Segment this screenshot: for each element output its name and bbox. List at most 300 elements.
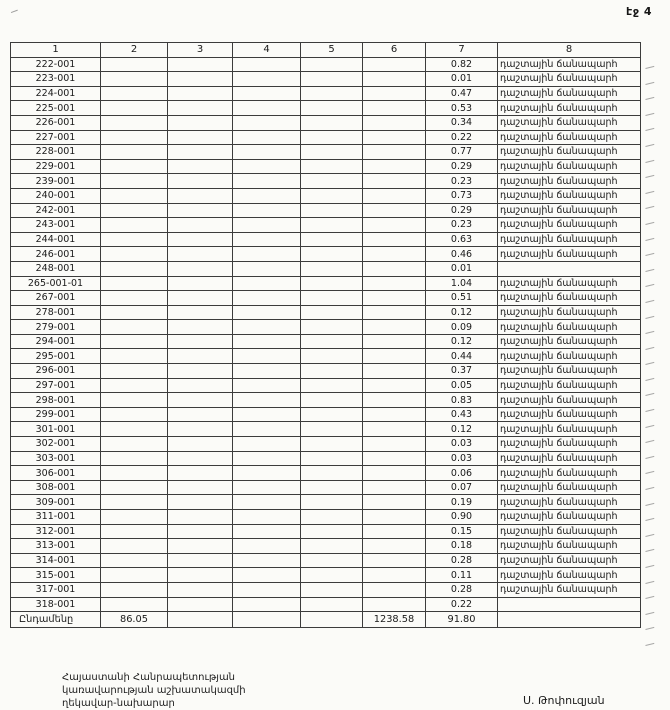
table-cell: 0.28 xyxy=(426,582,498,597)
table-cell xyxy=(101,145,168,160)
table-cell xyxy=(101,188,168,203)
table-cell xyxy=(301,378,363,393)
table-cell xyxy=(101,320,168,335)
table-cell: դաշտային ճանապարհ xyxy=(498,451,641,466)
table-cell xyxy=(101,393,168,408)
table-cell: դաշտային ճանապարհ xyxy=(498,145,641,160)
table-cell xyxy=(301,495,363,510)
table-cell: 0.12 xyxy=(426,422,498,437)
scan-artifact xyxy=(9,5,18,13)
table-cell xyxy=(301,480,363,495)
table-cell xyxy=(168,524,233,539)
column-header: 1 xyxy=(11,43,101,58)
table-cell xyxy=(168,188,233,203)
table-cell xyxy=(301,320,363,335)
table-cell: 267-001 xyxy=(11,291,101,306)
table-cell: 0.03 xyxy=(426,437,498,452)
table-cell xyxy=(301,524,363,539)
table-cell: 243-001 xyxy=(11,218,101,233)
table-cell xyxy=(101,539,168,554)
table-cell xyxy=(233,174,301,189)
scan-artifact xyxy=(644,588,656,604)
scan-artifact xyxy=(644,526,656,542)
table-cell xyxy=(101,364,168,379)
table-row xyxy=(11,334,641,349)
table-cell xyxy=(301,539,363,554)
table-cell: դաշտային ճանապարհ xyxy=(498,130,641,145)
table-cell: 309-001 xyxy=(11,495,101,510)
table-cell xyxy=(301,188,363,203)
table-cell xyxy=(168,334,233,349)
table-cell: 0.22 xyxy=(426,130,498,145)
table-cell: 227-001 xyxy=(11,130,101,145)
organization-line: Հայաստանի Հանրապետության xyxy=(62,672,236,683)
scan-artifact xyxy=(644,261,656,277)
table-cell xyxy=(233,393,301,408)
table-cell xyxy=(101,159,168,174)
table-cell xyxy=(101,334,168,349)
table-cell: դաշտային ճանապարհ xyxy=(498,480,641,495)
table-cell xyxy=(233,159,301,174)
table-row xyxy=(11,261,641,276)
table-cell xyxy=(101,174,168,189)
table-cell xyxy=(363,203,426,218)
table-cell: Ընդամենը xyxy=(11,612,101,628)
scan-artifact xyxy=(644,152,656,168)
scan-artifact xyxy=(644,619,656,635)
table-cell: 0.29 xyxy=(426,159,498,174)
table-row xyxy=(11,582,641,597)
table-cell xyxy=(363,130,426,145)
table-row xyxy=(11,422,641,437)
table-cell xyxy=(301,101,363,116)
table-row xyxy=(11,495,641,510)
table-cell xyxy=(301,364,363,379)
table-cell xyxy=(168,597,233,612)
table-cell xyxy=(168,364,233,379)
table-cell xyxy=(363,57,426,72)
table-cell xyxy=(301,582,363,597)
table-cell xyxy=(301,115,363,130)
table-cell xyxy=(233,247,301,262)
table-row xyxy=(11,203,641,218)
table-cell: 0.83 xyxy=(426,393,498,408)
scan-artifact xyxy=(644,432,656,448)
table-cell: դաշտային ճանապարհ xyxy=(498,437,641,452)
table-cell xyxy=(233,568,301,583)
table-cell xyxy=(101,451,168,466)
table-cell: դաշտային ճանապարհ xyxy=(498,320,641,335)
table-cell xyxy=(101,597,168,612)
table-row xyxy=(11,57,641,72)
table-cell xyxy=(363,101,426,116)
table-cell xyxy=(168,130,233,145)
scan-artifact xyxy=(644,448,656,464)
table-cell: դաշտային ճանապարհ xyxy=(498,524,641,539)
scan-artifact xyxy=(644,323,656,339)
table-cell: 294-001 xyxy=(11,334,101,349)
table-cell xyxy=(168,247,233,262)
table-cell: 1238.58 xyxy=(363,612,426,628)
table-cell xyxy=(233,349,301,364)
table-cell xyxy=(168,568,233,583)
table-row xyxy=(11,130,641,145)
table-cell xyxy=(301,159,363,174)
table-cell xyxy=(168,86,233,101)
table-cell xyxy=(301,145,363,160)
table-cell xyxy=(168,145,233,160)
scan-artifact xyxy=(644,557,656,573)
table-cell xyxy=(233,553,301,568)
table-cell xyxy=(363,495,426,510)
table-cell xyxy=(168,437,233,452)
table-cell xyxy=(233,612,301,628)
table-cell xyxy=(363,364,426,379)
scan-artifact xyxy=(644,292,656,308)
table-row xyxy=(11,188,641,203)
table-cell: 278-001 xyxy=(11,305,101,320)
table-cell: դաշտային ճանապարհ xyxy=(498,582,641,597)
table-cell xyxy=(233,305,301,320)
table-cell: 0.44 xyxy=(426,349,498,364)
table-row xyxy=(11,510,641,525)
table-cell xyxy=(233,145,301,160)
table-row xyxy=(11,218,641,233)
table-cell xyxy=(363,524,426,539)
table-row xyxy=(11,597,641,612)
table-cell xyxy=(168,320,233,335)
table-cell: 301-001 xyxy=(11,422,101,437)
column-header: 6 xyxy=(363,43,426,58)
table-cell xyxy=(101,276,168,291)
scan-artifact xyxy=(644,463,656,479)
table-cell xyxy=(498,597,641,612)
table-cell xyxy=(363,188,426,203)
table-cell xyxy=(233,597,301,612)
table-cell: դաշտային ճանապարհ xyxy=(498,101,641,116)
table-row xyxy=(11,276,641,291)
table-cell xyxy=(168,305,233,320)
table-cell: դաշտային ճանապարհ xyxy=(498,495,641,510)
scan-artifact xyxy=(644,495,656,511)
organization-block xyxy=(62,671,246,710)
scan-artifact xyxy=(644,541,656,557)
table-cell: 240-001 xyxy=(11,188,101,203)
table-cell: 311-001 xyxy=(11,510,101,525)
table-row xyxy=(11,364,641,379)
table-cell xyxy=(301,451,363,466)
column-header: 3 xyxy=(168,43,233,58)
table-cell: դաշտային ճանապարհ xyxy=(498,364,641,379)
table-cell xyxy=(301,232,363,247)
table-cell xyxy=(363,261,426,276)
table-cell xyxy=(363,86,426,101)
table-cell: 302-001 xyxy=(11,437,101,452)
table-cell xyxy=(101,480,168,495)
scan-artifact xyxy=(644,105,656,121)
table-cell: 317-001 xyxy=(11,582,101,597)
table-row xyxy=(11,466,641,481)
table-cell: 0.29 xyxy=(426,203,498,218)
table-cell: 0.15 xyxy=(426,524,498,539)
table-row xyxy=(11,115,641,130)
table-cell: 306-001 xyxy=(11,466,101,481)
table-cell: 0.09 xyxy=(426,320,498,335)
scan-artifact xyxy=(644,276,656,292)
scan-artifact xyxy=(644,136,656,152)
table-cell xyxy=(101,218,168,233)
table-cell xyxy=(363,553,426,568)
scan-artifact xyxy=(644,183,656,199)
table-cell: 0.22 xyxy=(426,597,498,612)
table-cell: 314-001 xyxy=(11,553,101,568)
scan-artifact xyxy=(644,635,656,651)
table-cell: 0.63 xyxy=(426,232,498,247)
table-cell: 248-001 xyxy=(11,261,101,276)
table-cell xyxy=(168,582,233,597)
column-header: 5 xyxy=(301,43,363,58)
table-cell xyxy=(363,174,426,189)
table-cell: 295-001 xyxy=(11,349,101,364)
table-cell xyxy=(301,86,363,101)
table-cell xyxy=(498,261,641,276)
table-cell: դաշտային ճանապարհ xyxy=(498,276,641,291)
table-row xyxy=(11,539,641,554)
table-cell: 91.80 xyxy=(426,612,498,628)
table-cell: դաշտային ճանապարհ xyxy=(498,57,641,72)
table-cell xyxy=(301,597,363,612)
table-cell: 0.47 xyxy=(426,86,498,101)
table-cell xyxy=(233,378,301,393)
table-cell: 0.28 xyxy=(426,553,498,568)
table-cell xyxy=(363,393,426,408)
scan-artifact xyxy=(644,573,656,589)
table-cell xyxy=(301,130,363,145)
table-cell: դաշտային ճանապարհ xyxy=(498,378,641,393)
table-row xyxy=(11,480,641,495)
table-cell xyxy=(168,72,233,87)
table-cell: 0.11 xyxy=(426,568,498,583)
table-cell xyxy=(168,495,233,510)
table-cell xyxy=(363,349,426,364)
table-cell xyxy=(101,466,168,481)
table-cell xyxy=(168,553,233,568)
table-cell: 0.90 xyxy=(426,510,498,525)
table-cell: 0.01 xyxy=(426,261,498,276)
table-cell: 222-001 xyxy=(11,57,101,72)
table-cell xyxy=(168,57,233,72)
table-body xyxy=(11,57,641,628)
scan-artifact xyxy=(644,339,656,355)
table-cell xyxy=(168,407,233,422)
column-header: 4 xyxy=(233,43,301,58)
table-cell: 0.01 xyxy=(426,72,498,87)
table-cell: դաշտային ճանապարհ xyxy=(498,305,641,320)
table-row xyxy=(11,407,641,422)
table-cell xyxy=(363,320,426,335)
table-cell: 265-001-01 xyxy=(11,276,101,291)
table-cell xyxy=(233,276,301,291)
table-cell xyxy=(233,130,301,145)
table-cell xyxy=(363,539,426,554)
table-cell xyxy=(301,466,363,481)
table-cell: 298-001 xyxy=(11,393,101,408)
scan-artifact xyxy=(644,385,656,401)
table-cell xyxy=(363,276,426,291)
table-cell xyxy=(301,407,363,422)
table-cell: 0.53 xyxy=(426,101,498,116)
table-cell xyxy=(233,480,301,495)
table-cell: 239-001 xyxy=(11,174,101,189)
table-cell xyxy=(101,203,168,218)
scan-artifact xyxy=(644,401,656,417)
table-cell xyxy=(363,597,426,612)
table-cell xyxy=(168,612,233,628)
signature-name: Ս. Թոփուզյան xyxy=(523,694,605,707)
table-cell: 0.23 xyxy=(426,218,498,233)
table-cell xyxy=(101,510,168,525)
scan-artifact xyxy=(644,120,656,136)
table-cell xyxy=(101,553,168,568)
table-cell xyxy=(233,232,301,247)
table-cell: 86.05 xyxy=(101,612,168,628)
scan-artifact xyxy=(644,604,656,620)
scan-artifact xyxy=(644,214,656,230)
table-cell xyxy=(363,582,426,597)
table-cell xyxy=(233,261,301,276)
table-cell: 0.73 xyxy=(426,188,498,203)
scan-artifact xyxy=(644,74,656,90)
scan-artifact xyxy=(644,167,656,183)
table-row xyxy=(11,437,641,452)
table-cell xyxy=(168,159,233,174)
table-cell: 279-001 xyxy=(11,320,101,335)
table-cell: դաշտային ճանապարհ xyxy=(498,72,641,87)
table-cell xyxy=(101,495,168,510)
table-cell xyxy=(233,203,301,218)
scan-artifact xyxy=(644,510,656,526)
table-cell xyxy=(101,568,168,583)
table-cell: 296-001 xyxy=(11,364,101,379)
table-cell xyxy=(233,466,301,481)
table-cell: 312-001 xyxy=(11,524,101,539)
table-cell: դաշտային ճանապարհ xyxy=(498,539,641,554)
table-cell xyxy=(301,72,363,87)
table-cell xyxy=(363,510,426,525)
table-cell: 0.77 xyxy=(426,145,498,160)
table-cell: դաշտային ճանապարհ xyxy=(498,232,641,247)
table-cell xyxy=(301,247,363,262)
table-cell: 297-001 xyxy=(11,378,101,393)
table-cell xyxy=(168,480,233,495)
table-cell: դաշտային ճանապարհ xyxy=(498,349,641,364)
table-cell xyxy=(101,582,168,597)
table-cell xyxy=(363,422,426,437)
table-cell xyxy=(101,232,168,247)
table-cell xyxy=(301,568,363,583)
table-cell xyxy=(233,115,301,130)
scan-artifact xyxy=(644,198,656,214)
table-cell xyxy=(363,159,426,174)
table-cell xyxy=(233,407,301,422)
scan-artifact xyxy=(644,354,656,370)
table-cell xyxy=(498,612,641,628)
table-cell: 0.18 xyxy=(426,539,498,554)
table-cell xyxy=(301,422,363,437)
table-cell: դաշտային ճանապարհ xyxy=(498,247,641,262)
table-cell xyxy=(301,393,363,408)
table-cell: 0.12 xyxy=(426,334,498,349)
table-cell xyxy=(168,115,233,130)
table-cell xyxy=(233,539,301,554)
table-cell xyxy=(101,130,168,145)
scan-artifact xyxy=(644,58,656,74)
table-cell xyxy=(233,582,301,597)
table-cell: 0.07 xyxy=(426,480,498,495)
table-cell xyxy=(301,276,363,291)
table-cell xyxy=(101,101,168,116)
table-cell xyxy=(168,276,233,291)
table-cell xyxy=(101,86,168,101)
table-cell: 315-001 xyxy=(11,568,101,583)
table-cell: 0.23 xyxy=(426,174,498,189)
table-cell xyxy=(168,203,233,218)
table-row xyxy=(11,378,641,393)
table-cell xyxy=(363,378,426,393)
table-cell xyxy=(101,115,168,130)
table-cell xyxy=(101,407,168,422)
table-cell xyxy=(301,261,363,276)
table-cell xyxy=(233,86,301,101)
table-cell: 224-001 xyxy=(11,86,101,101)
scan-artifact xyxy=(644,230,656,246)
table-cell xyxy=(363,232,426,247)
table-cell xyxy=(233,320,301,335)
table-cell xyxy=(233,57,301,72)
table-cell xyxy=(168,393,233,408)
table-cell xyxy=(233,72,301,87)
table-cell xyxy=(363,466,426,481)
table-cell xyxy=(363,291,426,306)
table-cell xyxy=(301,305,363,320)
table-cell xyxy=(363,145,426,160)
table-cell xyxy=(301,349,363,364)
table-cell: 242-001 xyxy=(11,203,101,218)
table-row xyxy=(11,320,641,335)
table-cell: դաշտային ճանապարհ xyxy=(498,115,641,130)
table-cell xyxy=(168,539,233,554)
table-cell xyxy=(233,510,301,525)
table-cell xyxy=(363,72,426,87)
table-cell: 0.05 xyxy=(426,378,498,393)
scan-artifact xyxy=(644,417,656,433)
table-row xyxy=(11,393,641,408)
table-row xyxy=(11,291,641,306)
header-row xyxy=(11,43,641,58)
table-cell: 0.82 xyxy=(426,57,498,72)
table-cell xyxy=(101,305,168,320)
scan-artifact xyxy=(644,479,656,495)
table-cell xyxy=(101,291,168,306)
table-cell xyxy=(101,378,168,393)
table-cell: 0.43 xyxy=(426,407,498,422)
table-cell: 0.19 xyxy=(426,495,498,510)
table-cell xyxy=(168,422,233,437)
table-cell xyxy=(168,232,233,247)
scan-artifact xyxy=(644,370,656,386)
table-cell xyxy=(301,203,363,218)
table-row xyxy=(11,145,641,160)
